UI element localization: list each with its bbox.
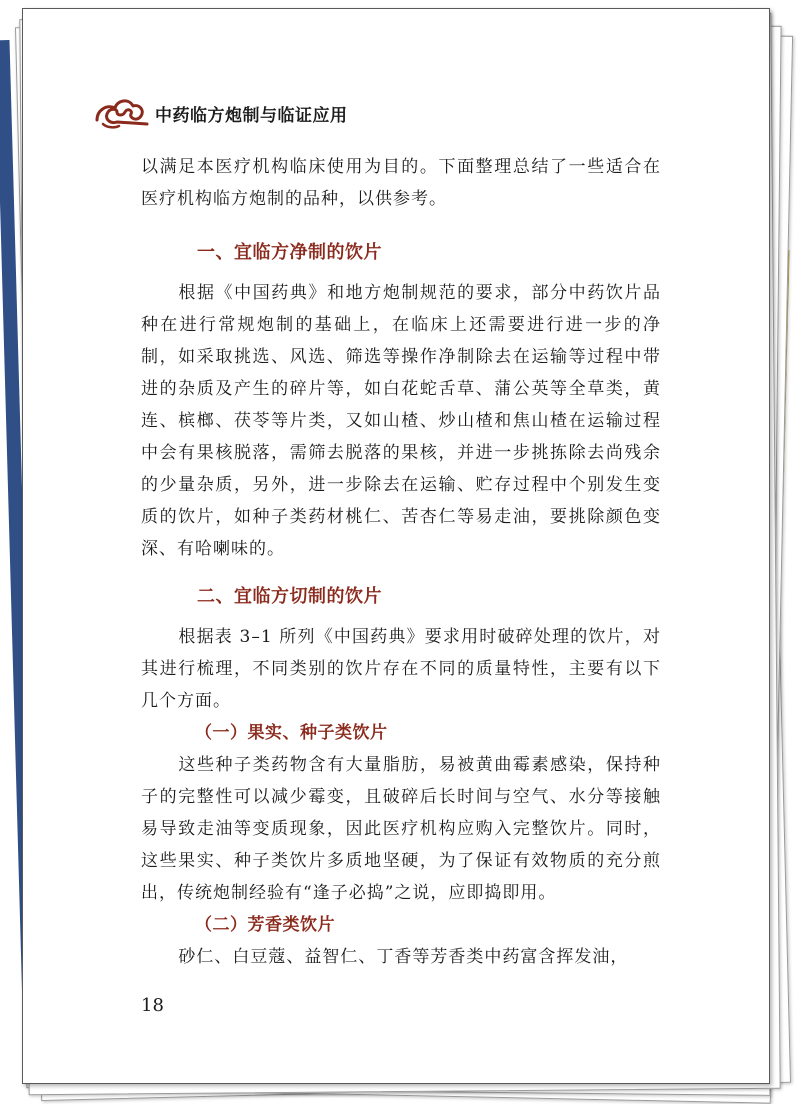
section-heading-1: 一、宜临方净制的饮片: [197, 242, 382, 263]
book-title: 中药临方炮制与临证应用: [155, 105, 348, 126]
subsection-heading-1: （一）果实、种子类饮片: [195, 723, 388, 743]
subsection2-paragraph: 砂仁、白豆蔻、益智仁、丁香等芳香类中药富含挥发油，: [178, 947, 629, 967]
section2-paragraph: 根据表 3–1 所列《中国药典》要求用时破碎处理的饮片，对其进行梳理，不同类别的饮片存在不同的质量特性，主要有以下几个方面。: [141, 627, 661, 711]
subsection-heading-2: （二）芳香类饮片: [195, 915, 335, 935]
section-heading-2: 二、宜临方切制的饮片: [197, 586, 382, 607]
intro-paragraph: 以满足本医疗机构临床使用为目的。下面整理总结了一些适合在医疗机构临方炮制的品种，以供参考。: [141, 157, 661, 209]
document-page: [22, 8, 770, 1084]
subsection1-paragraph: 这些种子类药物含有大量脂肪，易被黄曲霉素感染，保持种子的完整性可以减少霉变，且破碎后长时间与空气、水分等接触易导致走油等变质现象，因此医疗机构应购入完整饮片。同时，这些果实、种子类饮片多质地坚硬，为了保证有效物质的充分煎出，传统炮制经验有“逢子必捣”之说，应即捣即用。: [141, 755, 661, 903]
cloud-icon: [93, 94, 149, 132]
section1-paragraph: 根据《中国药典》和地方炮制规范的要求，部分中药饮片品种在进行常规炮制的基础上，在临床上还需要进行进一步的净制，如采取挑选、风选、筛选等操作净制除去在运输等过程中带进的杂质及产生的碎片等，如白花蛇舌草、蒲公英等全草类，黄连、槟榔、茯苓等片类，又如山楂、炒山楂和焦山楂在运输过程中会有果核脱落，需筛去脱落的果核，并进一步挑拣除去尚残余的少量杂质，另外，进一步除去在运输、贮存过程中个别发生变质的饮片，如种子类药材桃仁、苦杏仁等易走油，要挑除颜色变深、有哈喇味的。: [141, 283, 661, 559]
running-header: [93, 93, 348, 133]
page-content: [141, 151, 661, 973]
page-number: 18: [141, 995, 164, 1016]
